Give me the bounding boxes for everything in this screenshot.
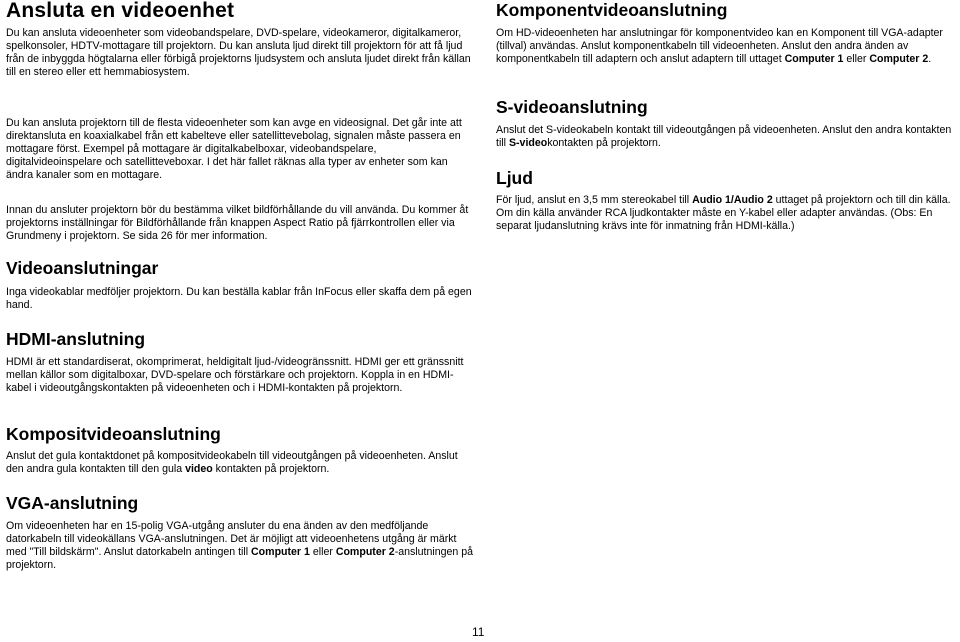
component-heading: Komponentvideoanslutning	[496, 0, 728, 20]
vga-computer1-label: Computer 1	[251, 546, 310, 559]
page-title: Ansluta en videoenhet	[6, 0, 235, 22]
svideo-text: Anslut det S-videokabeln kontakt till videoutgången på videoenheten. Anslut den andra kontakten till S-videokontakten på projektorn.	[496, 124, 952, 150]
vga-text: Om videoenheten har en 15-polig VGA-utgång ansluter du ena änden av den medföljande datorkabeln till videokällans VGA-anslutningen. Det är möjligt att videoenhetens utgång är märkt med "Till bildskärm". Anslut datorkabeln antingen till Computer 1 eller Computer 2-anslutningen på projektorn.	[6, 520, 474, 572]
vga-computer2-label: Computer 2	[335, 546, 395, 559]
video-connections-heading: Videoanslutningar	[6, 258, 159, 278]
component-computer2-label: Computer 2	[869, 53, 929, 66]
audio-port-label: Audio 1/Audio 2	[692, 194, 773, 206]
intro-paragraph-1: Du kan ansluta videoenheter som videobandspelare, DVD-spelare, videokameror, digitalkameror, spelkonsoler, HDTV-mottagare till projektorn. Du kan ansluta ljud direkt till projektorn för att få ljud från de inbyggda högtalarna eller förbigå projektorns ljudsystem och ansluta ljudet direkt från källan till en stereo eller ett hemmabiosystem.	[6, 27, 471, 79]
audio-heading: Ljud	[496, 168, 533, 188]
component-text: Om HD-videoenheten har anslutningar för komponentvideo kan en Komponent till VGA-adapter (tillval) användas. Anslut komponentkabeln till videoenheten. Anslut den andra änden av komponentkabeln till adaptern och anslut adaptern till uttaget Computer 1 eller Computer 2.	[496, 27, 943, 66]
intro-paragraph-2: Du kan ansluta projektorn till de flesta videoenheter som kan avge en videosignal. Det går inte att direktansluta en koaxialkabel från ett kabelteve eller satellittevebolag, signalen måste passera en mottagare först. Exempel på mottagare är digitalkabelboxar, videobandspelare, digitalvideoinspelare och satellitteveboxar. I det här fallet räknas alla typer av enheter som kan ändra kanaler som en mottagare.	[6, 117, 462, 182]
component-computer1-label: Computer 1	[784, 53, 844, 66]
svideo-label: S-video	[508, 137, 548, 150]
vga-heading: VGA-anslutning	[6, 493, 139, 513]
audio-text: För ljud, anslut en 3,5 mm stereokabel till Audio 1/Audio 2 uttaget på projektorn och till din källa. Om din källa använder RCA ljudkontakter måste en Y-kabel eller adapter användas. (Obs: En separat ljudanslutning krävs inte för inmatning från HDMI-källa.)	[496, 194, 951, 233]
page-number: 11	[472, 625, 485, 639]
hdmi-text: HDMI är ett standardiserat, okomprimerat, heldigitalt ljud-/videogränssnitt. HDMI ger ett gränssnitt mellan källor som digitalboxar, DVD-spelare och förstärkare och projektorn. Koppla in en HDMI-kabel i videoutgångskontakten på videoenheten och i HDMI-kontakten på projektorn.	[6, 356, 464, 395]
svideo-heading: S-videoanslutning	[496, 97, 648, 117]
video-connections-text: Inga videokablar medföljer projektorn. Du kan beställa kablar från InFocus eller skaffa dem på egen hand.	[6, 286, 472, 312]
hdmi-heading: HDMI-anslutning	[6, 329, 146, 349]
composite-text: Anslut det gula kontaktdonet på kompositvideokabeln till videoutgången på videoenheten. Anslut den andra gula kontakten till den gula video kontakten på projektorn.	[6, 450, 458, 476]
composite-video-label: video	[185, 463, 213, 476]
composite-heading: Kompositvideoanslutning	[6, 424, 221, 444]
intro-paragraph-3: Innan du ansluter projektorn bör du bestämma vilket bildförhållande du vill använda. Du kommer åt projektorns inställningar för Bildförhållande från knappen Aspect Ratio på fjärrkontrollen eller via Grundmeny i projektorn. Se sida 26 för mer information.	[6, 204, 469, 243]
